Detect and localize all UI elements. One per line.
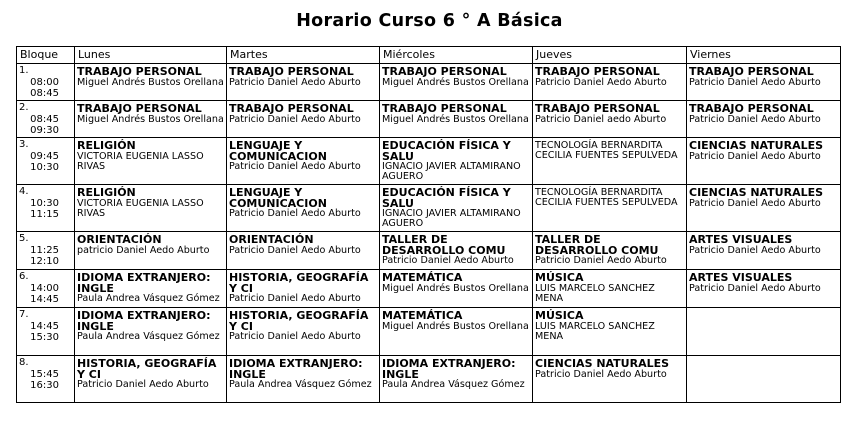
teacher-name: Miguel Andrés Bustos Orellana: [77, 76, 224, 88]
subject-title: HISTORIA, GEOGRAFÍA Y CI: [229, 309, 369, 333]
subject-title: IDIOMA EXTRANJERO: INGLE: [229, 357, 363, 381]
block-start-time: 08:45: [30, 114, 59, 125]
teacher-name: Patricio Daniel Aedo Aburto: [229, 208, 361, 219]
header-bloque: Bloque: [17, 47, 75, 64]
teacher-name: IGNACIO JAVIER ALTAMIRANO AGUERO: [382, 208, 521, 230]
schedule-row: [17, 101, 841, 138]
subject-title: RELIGIÓN: [77, 186, 136, 199]
class-cell-jueves: [533, 138, 687, 185]
class-cell-lunes: [75, 185, 227, 232]
subject-title: TRABAJO PERSONAL: [77, 65, 202, 78]
teacher-name: Patricio Daniel Aedo Aburto: [689, 197, 821, 209]
subject-title: TRABAJO PERSONAL: [535, 102, 660, 115]
subject-title: EDUCACIÓN FÍSICA Y SALU: [382, 139, 511, 163]
header-row: [17, 47, 841, 64]
block-cell: [17, 356, 75, 403]
subject-title: TRABAJO PERSONAL: [229, 102, 354, 115]
block-cell: [17, 185, 75, 232]
block-number: 2.: [19, 102, 29, 113]
block-end-time: 15:30: [30, 332, 59, 343]
class-cell-miercoles: [380, 270, 533, 308]
teacher-name: Patricio Daniel Aedo Aburto: [535, 76, 667, 88]
class-cell-martes: [227, 308, 380, 356]
subject-title: MATEMÁTICA: [382, 309, 463, 322]
teacher-name: Patricio Daniel Aedo Aburto: [229, 161, 361, 172]
header-miercoles: Miércoles: [380, 47, 533, 64]
subject-title: TALLER DE DESARROLLO COMU: [382, 233, 506, 257]
class-cell-jueves: [533, 101, 687, 138]
subject-title: IDIOMA EXTRANJERO: INGLE: [77, 309, 211, 333]
teacher-name: Patricio Daniel Aedo Aburto: [689, 282, 821, 294]
block-time: [19, 197, 59, 220]
subject-title: IDIOMA EXTRANJERO: INGLE: [77, 271, 211, 295]
class-cell-lunes: [75, 101, 227, 138]
block-time: [19, 282, 59, 305]
teacher-name: Patricio Daniel Aedo Aburto: [229, 293, 361, 304]
teacher-name: Patricio Daniel Aedo Aburto: [689, 76, 821, 88]
class-cell-martes: [227, 232, 380, 270]
teacher-name: Miguel Andrés Bustos Orellana: [382, 113, 529, 125]
class-cell-viernes: [687, 232, 841, 270]
schedule-row: [17, 185, 841, 232]
block-start-time: 14:45: [30, 321, 59, 332]
class-cell-lunes: [75, 356, 227, 403]
teacher-name: Paula Andrea Vásquez Gómez: [382, 379, 525, 390]
header-martes: Martes: [227, 47, 380, 64]
teacher-name: Patricio Daniel Aedo Aburto: [229, 331, 361, 342]
teacher-name: TECNOLOGÍA BERNARDITA CECILIA FUENTES SEPULVEDA: [535, 140, 678, 162]
block-number: 5.: [19, 233, 29, 244]
block-cell: [17, 64, 75, 101]
teacher-name: Patricio Daniel Aedo Aburto: [689, 244, 821, 256]
block-number: 6.: [19, 271, 29, 282]
class-cell-viernes: [687, 64, 841, 101]
subject-title: TRABAJO PERSONAL: [689, 65, 814, 78]
subject-title: TRABAJO PERSONAL: [77, 102, 202, 115]
subject-title: ORIENTACIÓN: [229, 233, 314, 246]
block-end-time: 16:30: [30, 380, 59, 391]
class-cell-viernes: [687, 185, 841, 232]
subject-title: TRABAJO PERSONAL: [229, 65, 354, 78]
teacher-name: LUIS MARCELO SANCHEZ MENA: [535, 282, 655, 304]
subject-title: TRABAJO PERSONAL: [689, 102, 814, 115]
schedule-row: [17, 356, 841, 403]
subject-title: MÚSICA: [535, 271, 584, 284]
teacher-name: Paula Andrea Vásquez Gómez: [229, 379, 372, 390]
block-end-time: 10:30: [30, 162, 59, 173]
class-cell-jueves: [533, 308, 687, 356]
block-start-time: 09:45: [30, 151, 59, 162]
teacher-name: TECNOLOGÍA BERNARDITA CECILIA FUENTES SEPULVEDA: [535, 187, 678, 209]
class-cell-martes: [227, 64, 380, 101]
schedule-table: [16, 46, 841, 403]
block-number: 8.: [19, 357, 29, 368]
subject-title: CIENCIAS NATURALES: [535, 357, 670, 370]
block-time: [19, 320, 59, 343]
class-cell-miercoles: [380, 101, 533, 138]
teacher-name: Patricio Daniel Aedo Aburto: [535, 368, 667, 380]
block-end-time: 12:10: [30, 256, 59, 267]
block-start-time: 14:00: [30, 283, 59, 294]
class-cell-jueves: [533, 356, 687, 403]
class-cell-jueves: [533, 185, 687, 232]
block-end-time: 11:15: [30, 209, 59, 220]
teacher-name: LUIS MARCELO SANCHEZ MENA: [535, 320, 655, 342]
schedule-row: [17, 308, 841, 356]
teacher-name: IGNACIO JAVIER ALTAMIRANO AGUERO: [382, 161, 521, 183]
block-number: 7.: [19, 309, 29, 320]
header-jueves: Jueves: [533, 47, 687, 64]
block-start-time: 15:45: [30, 369, 59, 380]
schedule-row: [17, 64, 841, 101]
block-start-time: 08:00: [30, 77, 59, 88]
teacher-name: Miguel Andrés Bustos Orellana: [382, 320, 529, 332]
teacher-name: Miguel Andrés Bustos Orellana: [382, 76, 529, 88]
header-viernes: Viernes: [687, 47, 841, 64]
teacher-name: Patricio Daniel Aedo Aburto: [229, 244, 361, 256]
teacher-name: patricio Daniel Aedo Aburto: [77, 244, 210, 256]
teacher-name: Miguel Andrés Bustos Orellana: [382, 282, 529, 294]
class-cell-miercoles: [380, 356, 533, 403]
subject-title: IDIOMA EXTRANJERO: INGLE: [382, 357, 516, 381]
teacher-name: Patricio Daniel Aedo Aburto: [382, 255, 514, 266]
subject-title: TRABAJO PERSONAL: [535, 65, 660, 78]
class-cell-viernes: [687, 138, 841, 185]
teacher-name: Patricio Daniel Aedo Aburto: [689, 113, 821, 125]
teacher-name: Miguel Andrés Bustos Orellana: [77, 113, 224, 125]
class-cell-viernes: [687, 356, 841, 403]
block-cell: [17, 232, 75, 270]
class-cell-viernes: [687, 270, 841, 308]
subject-title: ARTES VISUALES: [689, 233, 793, 246]
schedule-row: [17, 138, 841, 185]
class-cell-lunes: [75, 138, 227, 185]
subject-title: ORIENTACIÓN: [77, 233, 162, 246]
class-cell-lunes: [75, 64, 227, 101]
class-cell-miercoles: [380, 185, 533, 232]
schedule-row: [17, 232, 841, 270]
class-cell-martes: [227, 270, 380, 308]
teacher-name: Patricio Daniel Aedo Aburto: [229, 76, 361, 88]
class-cell-lunes: [75, 232, 227, 270]
subject-title: TRABAJO PERSONAL: [382, 65, 507, 78]
schedule-row: [17, 270, 841, 308]
class-cell-miercoles: [380, 138, 533, 185]
block-end-time: 09:30: [30, 125, 59, 136]
class-cell-miercoles: [380, 64, 533, 101]
teacher-name: Patricio Daniel Aedo Aburto: [77, 379, 209, 390]
block-time: [19, 113, 59, 136]
subject-title: CIENCIAS NATURALES: [689, 186, 824, 199]
subject-title: MATEMÁTICA: [382, 271, 463, 284]
subject-title: TALLER DE DESARROLLO COMU: [535, 233, 659, 257]
block-number: 3.: [19, 139, 29, 150]
block-time: [19, 368, 59, 391]
block-end-time: 08:45: [30, 88, 59, 99]
class-cell-viernes: [687, 308, 841, 356]
subject-title: EDUCACIÓN FÍSICA Y SALU: [382, 186, 511, 210]
class-cell-martes: [227, 138, 380, 185]
block-time: [19, 150, 59, 173]
header-lunes: Lunes: [75, 47, 227, 64]
class-cell-martes: [227, 356, 380, 403]
teacher-name: [689, 311, 838, 312]
class-cell-lunes: [75, 308, 227, 356]
subject-title: RELIGIÓN: [77, 139, 136, 152]
subject-title: CIENCIAS NATURALES: [689, 139, 824, 152]
teacher-name: Patricio Daniel Aedo Aburto: [689, 150, 821, 162]
block-start-time: 11:25: [30, 245, 59, 256]
block-cell: [17, 270, 75, 308]
block-start-time: 10:30: [30, 198, 59, 209]
class-cell-martes: [227, 101, 380, 138]
subject-title: HISTORIA, GEOGRAFÍA Y CI: [229, 271, 369, 295]
subject-title: LENGUAJE Y COMUNICACION: [229, 186, 327, 210]
teacher-name: Paula Andrea Vásquez Gómez: [77, 331, 220, 342]
class-cell-martes: [227, 185, 380, 232]
block-cell: [17, 101, 75, 138]
class-cell-jueves: [533, 64, 687, 101]
subject-title: HISTORIA, GEOGRAFÍA Y CI: [77, 357, 217, 381]
teacher-name: [689, 359, 838, 360]
teacher-name: VICTORIA EUGENIA LASSO RIVAS: [77, 150, 204, 172]
block-cell: [17, 308, 75, 356]
block-time: [19, 244, 59, 267]
class-cell-viernes: [687, 101, 841, 138]
teacher-name: Patricio Daniel aedo Aburto: [535, 113, 667, 125]
teacher-name: Patricio Daniel Aedo Aburto: [535, 255, 667, 266]
block-number: 4.: [19, 186, 29, 197]
class-cell-jueves: [533, 232, 687, 270]
subject-title: MÚSICA: [535, 309, 584, 322]
block-cell: [17, 138, 75, 185]
teacher-name: Patricio Daniel Aedo Aburto: [229, 113, 361, 125]
block-number: 1.: [19, 65, 29, 76]
class-cell-miercoles: [380, 232, 533, 270]
class-cell-jueves: [533, 270, 687, 308]
class-cell-miercoles: [380, 308, 533, 356]
teacher-name: Paula Andrea Vásquez Gómez: [77, 293, 220, 304]
subject-title: ARTES VISUALES: [689, 271, 793, 284]
subject-title: TRABAJO PERSONAL: [382, 102, 507, 115]
subject-title: LENGUAJE Y COMUNICACION: [229, 139, 327, 163]
block-time: [19, 76, 59, 99]
teacher-name: VICTORIA EUGENIA LASSO RIVAS: [77, 197, 204, 219]
page-title: Horario Curso 6 ° A Básica: [296, 11, 563, 31]
block-end-time: 14:45: [30, 294, 59, 305]
class-cell-lunes: [75, 270, 227, 308]
